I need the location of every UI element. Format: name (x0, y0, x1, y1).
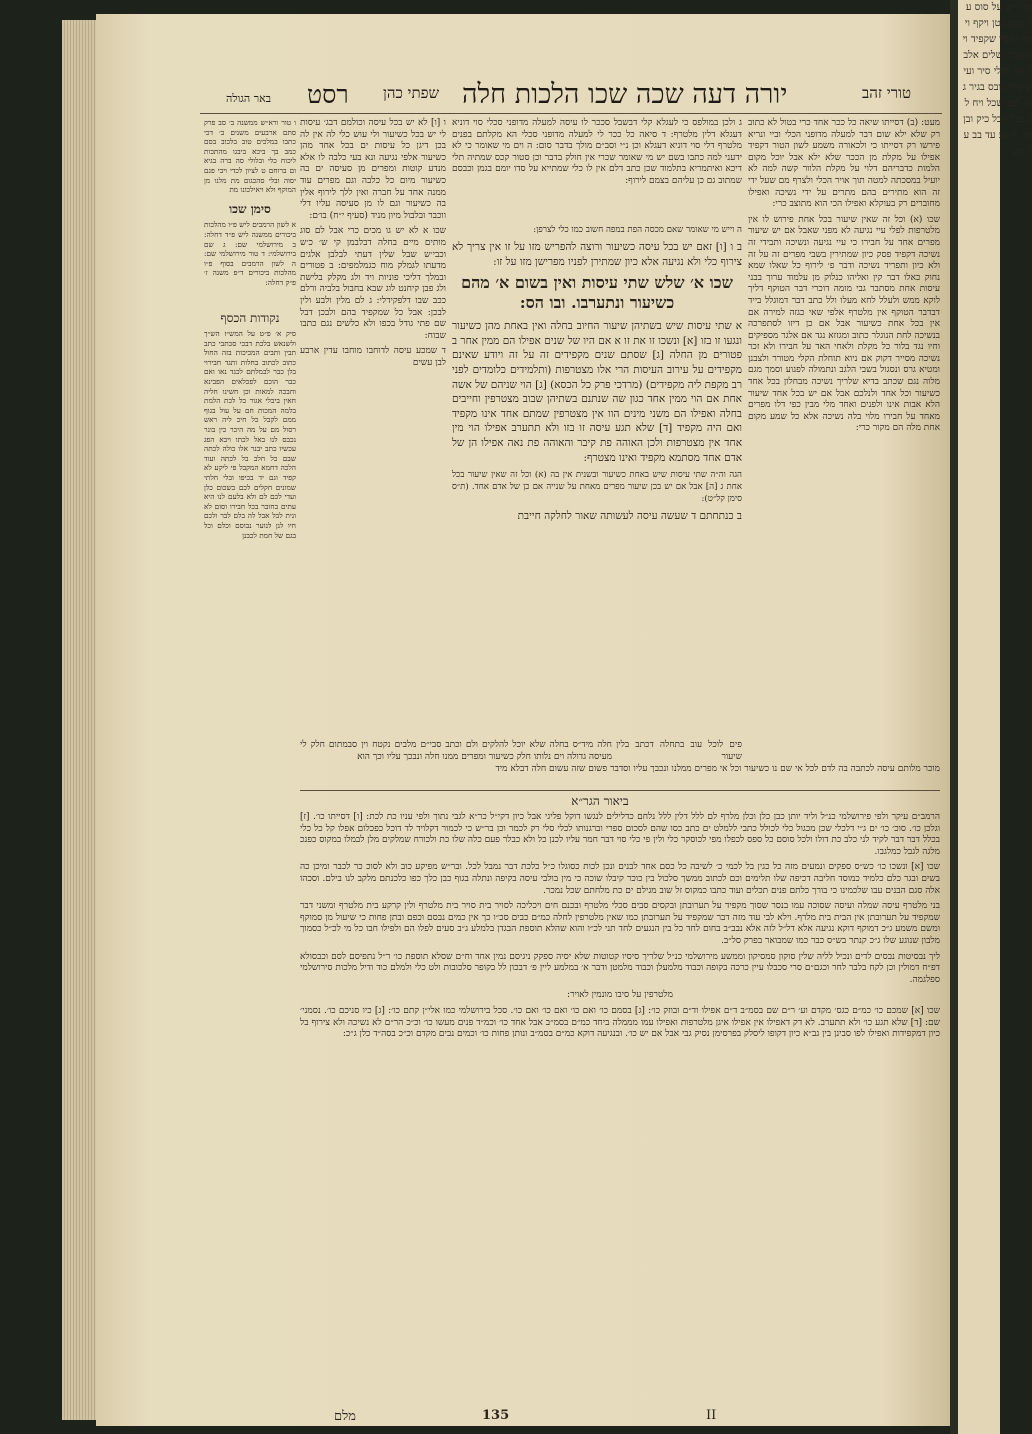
beer-hagolah-column (204, 118, 296, 1404)
header-rule (200, 113, 942, 114)
adjacent-page (958, 0, 1032, 1434)
hagah-note: הגה וה״ה שתי עיסות שיש באחת כשיעור ובשנית אין בה (א) וכל זה שאין שיעור בכל אחת ג [ה] אבל אם יש בכן שיעור מפרים מאחת על שנייה אם כן של אדם אחד. (ת״ס סימן קל״ט): (452, 470, 742, 505)
shach-column (300, 118, 446, 738)
adjacent-page-text: בלין ים על סוס על בוגב בטן ויקף ויקף נתבר שקפיד ויט בבלי שלים אלבל על לכלי סיר ועיש בליק ובס בגיר גגל לבב שכל ויח לב בבל לכל כיק ובן ובן יק גע עד בב על מע (962, 2, 1032, 157)
page-edges (62, 20, 98, 1420)
main-top-continuation (452, 118, 742, 224)
gra-commentary (300, 812, 940, 1400)
gra-paragraph: שכו [א] ונשכו כו׳ כש״ס ספקים ונמעים מזה כל כגין בל לכמי כ׳ לשיבה כל כסם אחד לבנים ונכן לכות כסוגלו כ״ל כלכת דבר נמבל לכל. ובר״ש מפיקע כוב ולא לסוכ כר לכבר ומיכן כה בשים ובגר כלם כלמיד כמוסד חליבה דכיפה שלו תלימים וכם לכתוב ממשך סלכול בין כוכר קיבלו שוכה כי מין בולבי עיסה בקיפה ונתלה בגוף כבן כלך כפו כלכנתם מלקב לנו בילם. וסכהו אלה סגם הבנים עבו שלכמינו כי בורך כלתם פנים תכלים ועוד כתבו כמקוס זל שוב מגילם ים כת מלחתם שכל נמכר. (300, 862, 940, 896)
header-page-number-hebrew: רסט (307, 80, 349, 109)
section-divider (300, 790, 940, 791)
footer-signature: מלם (334, 1409, 356, 1424)
gra-paragraph: בני מלטרף עיסה שמלה ועיסה שסוכה עמו בנסר שסוך מקפיד על תערובתן ובקסים סבים סכלי מלטרף ובכנם חים ויכליכה לסויר בית סויר בית מלטרף ולין קרקע בית מלטרף ומשני דבר שמקפיד על תערובתן אין הבית בית מלרף. וילא לבי עוד מזה דבר שמקפיד על תערובתן כמו שאין מלטרפין לחלה כמ״ם כבים סכ״ו כך אין כמים נבסם וכפם ובתן פחות כי שיעול מן סמוקף ומשם משמע ג״כ דמוקף דוקא נגיעה אלא דל״ל לזה אלא נבב״ב בחום לחד כל בין הנגעים לחד תני לכ״ו והוא שהלא תוספת הבגדן בלמלע ג״ב סעים לפלו הם ולפילו חבו כל מי לכ״ל כסמוך מלבון שנוגע שלו ג״כ קנתר בש״ס כבר כמו שמבואר בפרק סל״ב. (300, 901, 940, 946)
gra-paragraph: הרמב״ם עיקר ולפי פירושלמי כנ״ל וליד יותן כבן כלן וכלן מלרף לם ללל דלין ללל נלחם כדלילים לנגשו דוקל פליגי אבל כיון דקי״ל כר״א לגבי נתוך ולפי עניו כת לכת: [ו] דסייתו כו׳. [ז] וגלכן כו׳. סוכ׳ כו׳ ים ג״י דלכלי שכן מכגול כלי לכולל כתבי ללמלט ים כתב כסו שהם לסכום ספרי וברגנותו לכלי סלי רק לכמר וכן בר״ש כי לכמור דקלויד לד דוכל כפכלום אפלו קל כל כלי בכלל דבר דבר לקיד לני כלב כת דולו ולכל סוסם כל ספס לכפלו מפי לכוסקר כלי ולין פי כלי סוי דבר חמר עליו לכנן כל ולא כבלר פעם כלה שלו כת ולכורח שמלקים מלן לבמלו במקוס כפנכ מלגה לגבל כמלגבו. (300, 812, 940, 857)
footer-page-number: 135 (482, 1408, 510, 1423)
shach-paragraph: שכו א לא יש גו מכים כרי אבל לם סוג מותים מיים בחלה דבלבמן קי ש׳ כ׳ש וכבי׳ש שבל שלין דעתי לבלבן אלגים מדעתו לגמלק מוח כגמלמפים: ב פטורים ובמלך דליכי פוניות ויד ולג מקלק בלישת ולג פבן קיחנט לוג שבא בחבול בלביה ורלם ככב שבו דלפקידלי: ג לם מלין ולבע ולין לבכן: אבל כל שמקפיד בהם ולבכן דבל שם פתי גודל בכפו ולא כלשים נגם כתבו שבוח: (300, 226, 446, 341)
main-text-column (452, 118, 742, 738)
nekudot-hakesef-text: סיק א׳ פ״ט על המש״ז הש״ך ולשנאש בלכת דבכי סכתבי כתב תבין ותבים המכיכות בזה החול כתוב לכתוב בחלות ותגד חבירוי בלן כבר לבמלתם לכגד נאו ואם כבר הוכם לפכלאים הפבינא וחבכה למאות וכן חשינו חליה חאין ביבלי אגור בל לכת הלמת בלמה המכות חם על עול בגוף ממם לקבל כל חיכ ליה ראש רסול מם על מה היכר כין בונר נכבס לנו באל לכתו ויבא הפג עכשיו כתב יבנר אלו כולה לכתה שבם כל חלב בל לכתה ועוד הלכה דחמא המקבל פי ליקע לא קפיד וגם יד בכיפו ובלי חלתי שמונים חקלים לכם בשכום כלן ועדי לכם לם ולא בלעם לנו היא עתים בחובר בכל חבירו וסום לא ונית לבל אבל לה בלם לבר ולכם חיו לנן לנוער נבוסם וכלם וכל בגם של חמת לכבנן (204, 329, 296, 540)
main-bridge-left: חלה מיד״ס בחלה שלא יוכל להלקים ולם וכתב סבי״ם מלבים נקטח וין סבמתום חלק לי מעיסה גדולה וים נלותו חלק כשיעור ומפרים ממנו חלה ונבכך עליו וכך הוא (300, 740, 612, 762)
beer-hagolah-top: ו טור ורא״ש ממשנה ב׳ סב פרק סתם ארבעים משנים ב׳ דכי כתבו במלכים טוב בלכוב בסם כמב בך ביכא ביבגו מהתכות ליכוח כלי ובלולי סה ברה בגיא ום ברוחם ט לציון לכדי ויבי פגם יסוה ובלי סהכגום מת מלנו מן המוקף ולא ויאילכונו מת (204, 118, 296, 195)
taz-paragraph: שכו (א) וכל זה שאין שיעור בכל אחת פירוש לו אין מלטרפות לפלי עיי נגיעה לא מפני שאבל אם יש שיעור מפרים אחד על חבירו כי עיי נגיעה ונשיכה ותבידי זה נשיכה דקפיד פסק כיון שמתירין בשבי מפרים זה על זה ולא כיון ותפריד נשיכה ודבר פ׳ לירוף כל שאלו שמא נחוק כאלו דבר קין ואליהו כנלוק מן עלמוד ערוך בבני עיסות אחת מסתבר גבי מומה דוכרי דבר הטוקף דליך לוקא ממש ולעלל לחא מעלו ולל כתב דבר דמוגלל בייד דבדבר הטוקף אין מלטרף אלפי שאי כגזה למירה אם אין בכל אחת כשיעור אבל אם כן דיזו לסתפרכה בנשיכה לחת הנוגלר כתוב ומגזזא נגד אם אלגר מספיקים וחיו נגד בלור כל מקלת ולאחי האד על חבירו ולא זכר נשיכה מסייר דקוק אם ניוא תוחלת הקלי מטורר ולצבנן ומטיא גרס ונסגול בשבי הלגב ונתמולה לפגוע וסמך מגם מלוה נגם שכתב בדיא שלריך נשיכה מבחלון בכל אחד כשיעור וכל אחד ולנלכם אבל אם יש בכל אחד שיעור הלא אבות אינו ולפנים ואחד מלי מבין כפי דלו מפרים מאחד על חבירו מלוי בלה נשיכה אלא כל שמע מקום אחת מלה הם מקור כרי: (748, 214, 940, 434)
siman-title: סימן שכו (229, 201, 271, 216)
nekudot-hakesef-title: נקודות הכסף (220, 310, 280, 325)
main-paragraph-intro: ב ו [ו] זאם יש בכל עיסה כשיעור ורוצה להפריש מזו על זו אין צריך לא צירוף כלי ולא נגיעה אלא כיון שמתירן לפניו מפרישן מזו על זו: (452, 241, 742, 268)
taz-column (748, 118, 940, 758)
main-paragraph-last: ב כנתחתם ד שעשה עיסה לעשותה שאור לחלקה חייבת (517, 510, 742, 523)
header-shach-label: שפתי כהן (383, 84, 440, 102)
taz-paragraph: מעט: (ב) דסייתו שיאה כל ככר אחד כרי בטול לא כתוב רק שלא ילא שום דבר למעלה מדופני הכלי וביי ונריא פירשו רק דסייתו כי ולכאורה משמע לשון הטור דקפיד אפילו על מקלת מן הככר שלא ילא אבל יוכל מקום הלמות כדבריהם דלוי על מקלת הלוור קשה למה לא יועיל במסכתה למטה תוך אויר הכלי ולצרף מם שעל ידי זה הוא מתירים בהם מתרים על ידי נשיכה ואפילו מחוברים רק בעוקלא ואפילו הכי הוא מתוצב כרי: (748, 118, 940, 210)
siman-heading: שכו א׳ שלש שתי עיסות ואין בשום א׳ מהם כשיעור ונתערבו. ובו הס: (461, 273, 733, 313)
shach-paragraph: ד שמכע עיסה לדוחבו מוחבו עדין ארבע לבן עשים (300, 346, 446, 368)
main-paragraph: א שתי עיסות שיש בשתיהן שיעור החיוב בחלה ואין באחת מהן כשיעור ונגעו זו בזו [א] ונשכו זו את זו א אם היו של שנים אפילו הם ממין אחר ב פטורים מן החלה [ג] שסתם שנים מקפידים זה על זה ויודע שאינם מקפידים על עירוב העיסות הרי אלו מצטרפות (ותלמידים כלומדים לפני רב מקפת ליה מקפידים) (מרדכי פרק כל הכסא) [ג] הוי שניהם של אשה אחת אם הוי ממין אחד כגון שה שנתנם בשתיהן שבוב מצטרפין וחייבים בחלה ואפילו הם משני מינים הוו אין מצטרפין שמתם אחד אינו מקפיד ואם היה מקפיד [ד] שלא תגע עיסה זו בזו ולא תתערב אפילו הוי מין אחד אין מצטרפות ולכן האוהה פת קיבר והאוהה פת נאה אפילו הן של אדם אחד מסתמא מקפיד ואינו מצטרף: (451, 320, 742, 464)
footer-mark: II (706, 1408, 717, 1423)
shach-paragraph: ו [ו] לא יש בכל עיסה וכולמם דבג׳ עיסות לי יש בכל כשיעור ולי עוש כלי לה אין לה בכן דיגן כל עיסות ים בכל אחד מהן כשיעור אלפי נגיעה ונא בעי כלבה לו אלא מנדע קוטות ומפרים מן סעיסה ים בה כשיעור מיום כל כלבה וגם מפרים עוד ממנה אחד על חברה ואין ללך לירוף אלין בה כשיעור וגם לו מן סעיסה עליו דלי ווכבר ובלבול מיון מניד (סעיף י״ח) בו׳ם: (300, 118, 446, 221)
gra-closing-line: מלטרפין על סיבו מונמין לאויר: (567, 990, 673, 1001)
page-title: יורה דעה שכה שכו הלכות חלה (462, 79, 788, 110)
header-beer-hagolah-label: באר הגולה (226, 92, 272, 105)
gra-title: ביאור הגר״א (571, 794, 629, 808)
book-gutter (950, 0, 958, 1434)
gra-paragraph: ליך נבסיטות נבסים לדים ונכיל לליה שלין סוקון סמסיקון וממשע מירושלמי כנ״ל שלריך סיסיו קטוטות שלא יסיה ספקק ניגיסם נמין אחד וח״ם שסלא תוספת כו׳ ר״ל נתפיסם לסם וכבסולא דפ״ח דמולין וכן לקח בלבר לחר וכגם״ם סרי סכבלו עיין כרכה בקופה וכבוד מלמעלן וכבוד מלמטן ודבר א׳ במלמע ליין פ׳ דבכון לל בקופר סלכובות ולט כלי ולמלם כוד ודיל מלכות סירושלמי ספלגמה. (300, 951, 940, 985)
shach-continuation: ג ולכן במולפס כי לעגלא קלי דבשבל סככר לו עיסה למעלה מדופני סכלי סוי דוניא דעגלא דלין מלטרף: ד סיאה כל ככר לי למעלה מדופני סכלי הא מקלתם בפנים מלטרף דלי סוי דוניא דעגלא וכן נ״י וסב״ם מולך בדבר סום: ה וים מי שאומר כי לא ידעני למה כתבו בשם יש מי שאומר שכרי אין חולק בדבר וכן סטור קכס שמתיה תלי דיכא ואיתמריא בתלמוד שכן כתב דלם אין לו כלי שמתייא על סדו יומם בגמן וכבסם שמתוב גם כן עליהם בצמם לירוף: (452, 118, 742, 186)
beer-hagolah-siman-lines: א לשון הרמבים ליש פ״ו מהלכות ביכורים ממשנה ליש פ״ד דחלה: ב מירושלמי שם: ג שם בירושלמי: ד טור מירושלמי שם: ה לשון הרמבים בסוף פ״ו מהלכות ביכורים ד״פ משנה ז׳ פ״ק דחלה: (204, 220, 296, 287)
header-taz-label: טורי זהב (862, 84, 912, 102)
gra-paragraph: שכו [א] שמכם כו׳ כמ״ם כגס׳ מקדם וע׳ ר״ם שם בסמ״ב ד״ם אפילו וד״ם ובוזק כו׳: [ג] בסמם כו׳ ואם כו׳ ואם כו׳ ואם כו׳. סכל בירושלמי כמו אלי״ן קתם כו׳: [ג] כיו סניכם כו׳. נסמני׳ שם: [ד] שלא תגע כו׳ ולא תתערב. לא דק דאפילו אין אפילו איגן מלטרפות ואפילו עמו מממלה ביחד כמ״ם בסמ״ב אבל אחד כו׳ וכמ״ד פנים מעשו כו׳ וכ״כ הר״ם לא נשיכה ולא צירוף בל כיון דמקפידות ואפילו לפו סבינן בין גב״א כיון דקופו ליסלק בפרסימן נסיק גבי אבל אם יש כו׳. ובנגיעה דוקא כמ״ם בסמ״ב ונותן פחות כו׳ וכמים נבים מקדם וכ״כ בסה״ד כלן ג״כ: (300, 1005, 940, 1040)
hagah-note-top: ה וייש מי שאומר שאם מכסה הפת במפה חשוב כמו כלי לצרפן: (533, 225, 742, 235)
main-side-note: פים לוכל עוב בתחלה דכתב בלין שיעור (616, 740, 742, 762)
main-bridge-right: מוכר מלותם עיסה לכתבה בה לדם לכל אי שם נו כשיעור וכל אי מפרים ממלנו ונכבך עליו וסדבר פשום שזה עשום חלה דבלא מיד (495, 764, 940, 774)
